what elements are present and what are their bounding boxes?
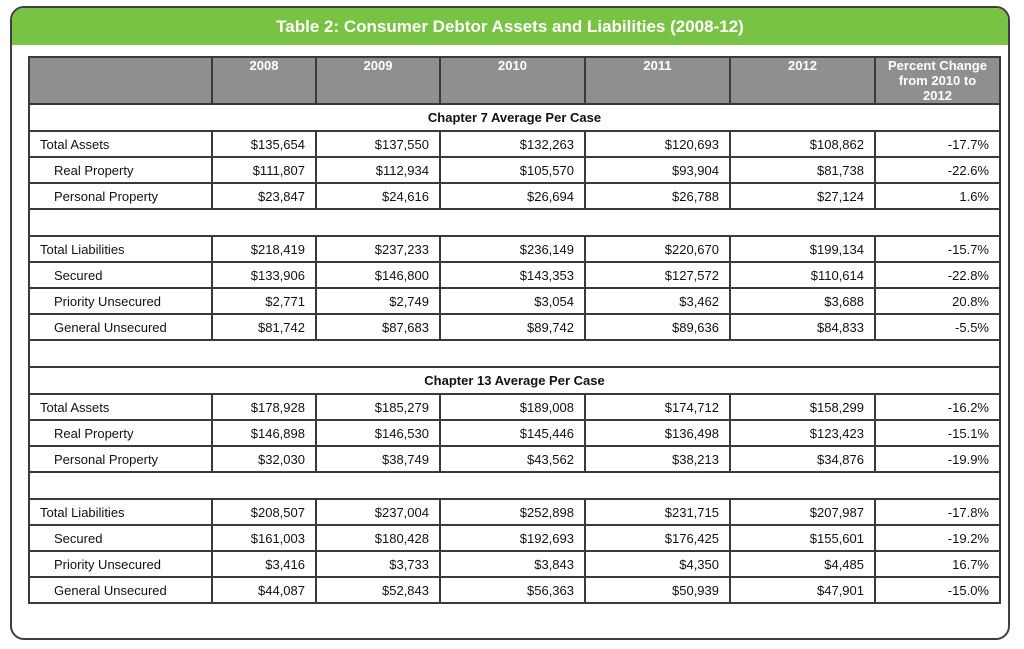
value-cell: $3,733 [316,551,440,577]
value-cell: $180,428 [316,525,440,551]
value-cell: $81,738 [730,157,875,183]
row-label: Personal Property [29,183,212,209]
value-cell: $231,715 [585,499,730,525]
value-cell: $136,498 [585,420,730,446]
value-cell: $56,363 [440,577,585,603]
row-label: Total Assets [29,394,212,420]
row-label: General Unsecured [29,314,212,340]
spacer-cell [29,472,1000,499]
percent-change-cell: 20.8% [875,288,1000,314]
table-row [29,183,1000,209]
percent-change-cell: -22.8% [875,262,1000,288]
row-label: Secured [29,525,212,551]
value-cell: $237,233 [316,236,440,262]
table-row [29,314,1000,340]
value-cell: $220,670 [585,236,730,262]
value-cell: $105,570 [440,157,585,183]
table-row [29,525,1000,551]
value-cell: $146,800 [316,262,440,288]
section-heading-row [29,104,1000,131]
percent-change-cell: -17.7% [875,131,1000,157]
value-cell: $176,425 [585,525,730,551]
value-cell: $137,550 [316,131,440,157]
spacer-row [29,340,1000,367]
value-cell: $44,087 [212,577,316,603]
value-cell: $237,004 [316,499,440,525]
percent-change-cell: -22.6% [875,157,1000,183]
value-cell: $155,601 [730,525,875,551]
value-cell: $207,987 [730,499,875,525]
table-row [29,262,1000,288]
value-cell: $123,423 [730,420,875,446]
value-cell: $38,749 [316,446,440,472]
section-heading-row [29,367,1000,394]
value-cell: $89,742 [440,314,585,340]
value-cell: $93,904 [585,157,730,183]
value-cell: $89,636 [585,314,730,340]
value-cell: $47,901 [730,577,875,603]
value-cell: $87,683 [316,314,440,340]
value-cell: $24,616 [316,183,440,209]
percent-change-cell: 1.6% [875,183,1000,209]
value-cell: $26,694 [440,183,585,209]
percent-change-cell: -15.1% [875,420,1000,446]
value-cell: $236,149 [440,236,585,262]
table-row [29,157,1000,183]
row-label: Total Liabilities [29,236,212,262]
value-cell: $145,446 [440,420,585,446]
value-cell: $4,485 [730,551,875,577]
value-cell: $2,749 [316,288,440,314]
value-cell: $146,530 [316,420,440,446]
value-cell: $158,299 [730,394,875,420]
table-title: Table 2: Consumer Debtor Assets and Liabilities (2008-12) [12,8,1008,45]
value-cell: $50,939 [585,577,730,603]
section-heading: Chapter 13 Average Per Case [29,367,1000,394]
header-cell-label [29,57,212,104]
row-label: Secured [29,262,212,288]
value-cell: $199,134 [730,236,875,262]
row-label: Personal Property [29,446,212,472]
value-cell: $3,462 [585,288,730,314]
percent-change-cell: 16.7% [875,551,1000,577]
value-cell: $27,124 [730,183,875,209]
table-row [29,551,1000,577]
spacer-cell [29,209,1000,236]
value-cell: $143,353 [440,262,585,288]
header-row [29,57,1000,104]
header-cell: 2011 [585,57,730,104]
percent-change-cell: -15.7% [875,236,1000,262]
header-cell: Percent Change from 2010 to 2012 [875,57,1000,104]
value-cell: $38,213 [585,446,730,472]
value-cell: $23,847 [212,183,316,209]
value-cell: $161,003 [212,525,316,551]
row-label: Real Property [29,157,212,183]
spacer-cell [29,340,1000,367]
row-label: Total Assets [29,131,212,157]
percent-change-cell: -16.2% [875,394,1000,420]
value-cell: $127,572 [585,262,730,288]
table-row [29,131,1000,157]
value-cell: $189,008 [440,394,585,420]
section-heading: Chapter 7 Average Per Case [29,104,1000,131]
row-label: Real Property [29,420,212,446]
header-cell: 2009 [316,57,440,104]
table-row [29,394,1000,420]
table-row [29,499,1000,525]
header-cell: 2012 [730,57,875,104]
value-cell: $208,507 [212,499,316,525]
value-cell: $133,906 [212,262,316,288]
percent-change-cell: -19.2% [875,525,1000,551]
value-cell: $174,712 [585,394,730,420]
row-label: Priority Unsecured [29,288,212,314]
table-row [29,236,1000,262]
spacer-row [29,209,1000,236]
value-cell: $26,788 [585,183,730,209]
value-cell: $2,771 [212,288,316,314]
value-cell: $81,742 [212,314,316,340]
table-row [29,420,1000,446]
value-cell: $3,416 [212,551,316,577]
value-cell: $43,562 [440,446,585,472]
table-header [29,57,1000,104]
table-row [29,288,1000,314]
percent-change-cell: -5.5% [875,314,1000,340]
table-row [29,446,1000,472]
value-cell: $108,862 [730,131,875,157]
value-cell: $84,833 [730,314,875,340]
value-cell: $112,934 [316,157,440,183]
value-cell: $120,693 [585,131,730,157]
header-cell: 2008 [212,57,316,104]
value-cell: $111,807 [212,157,316,183]
value-cell: $192,693 [440,525,585,551]
row-label: Total Liabilities [29,499,212,525]
percent-change-cell: -17.8% [875,499,1000,525]
row-label: General Unsecured [29,577,212,603]
table-frame [10,6,1010,640]
spacer-row [29,472,1000,499]
percent-change-cell: -19.9% [875,446,1000,472]
value-cell: $3,688 [730,288,875,314]
debtor-table [28,56,1001,604]
value-cell: $3,843 [440,551,585,577]
value-cell: $52,843 [316,577,440,603]
header-cell: 2010 [440,57,585,104]
value-cell: $34,876 [730,446,875,472]
value-cell: $132,263 [440,131,585,157]
value-cell: $178,928 [212,394,316,420]
value-cell: $146,898 [212,420,316,446]
percent-change-cell: -15.0% [875,577,1000,603]
value-cell: $32,030 [212,446,316,472]
value-cell: $3,054 [440,288,585,314]
value-cell: $135,654 [212,131,316,157]
table-body [29,104,1000,603]
value-cell: $218,419 [212,236,316,262]
value-cell: $185,279 [316,394,440,420]
value-cell: $110,614 [730,262,875,288]
row-label: Priority Unsecured [29,551,212,577]
table-row [29,577,1000,603]
value-cell: $252,898 [440,499,585,525]
value-cell: $4,350 [585,551,730,577]
